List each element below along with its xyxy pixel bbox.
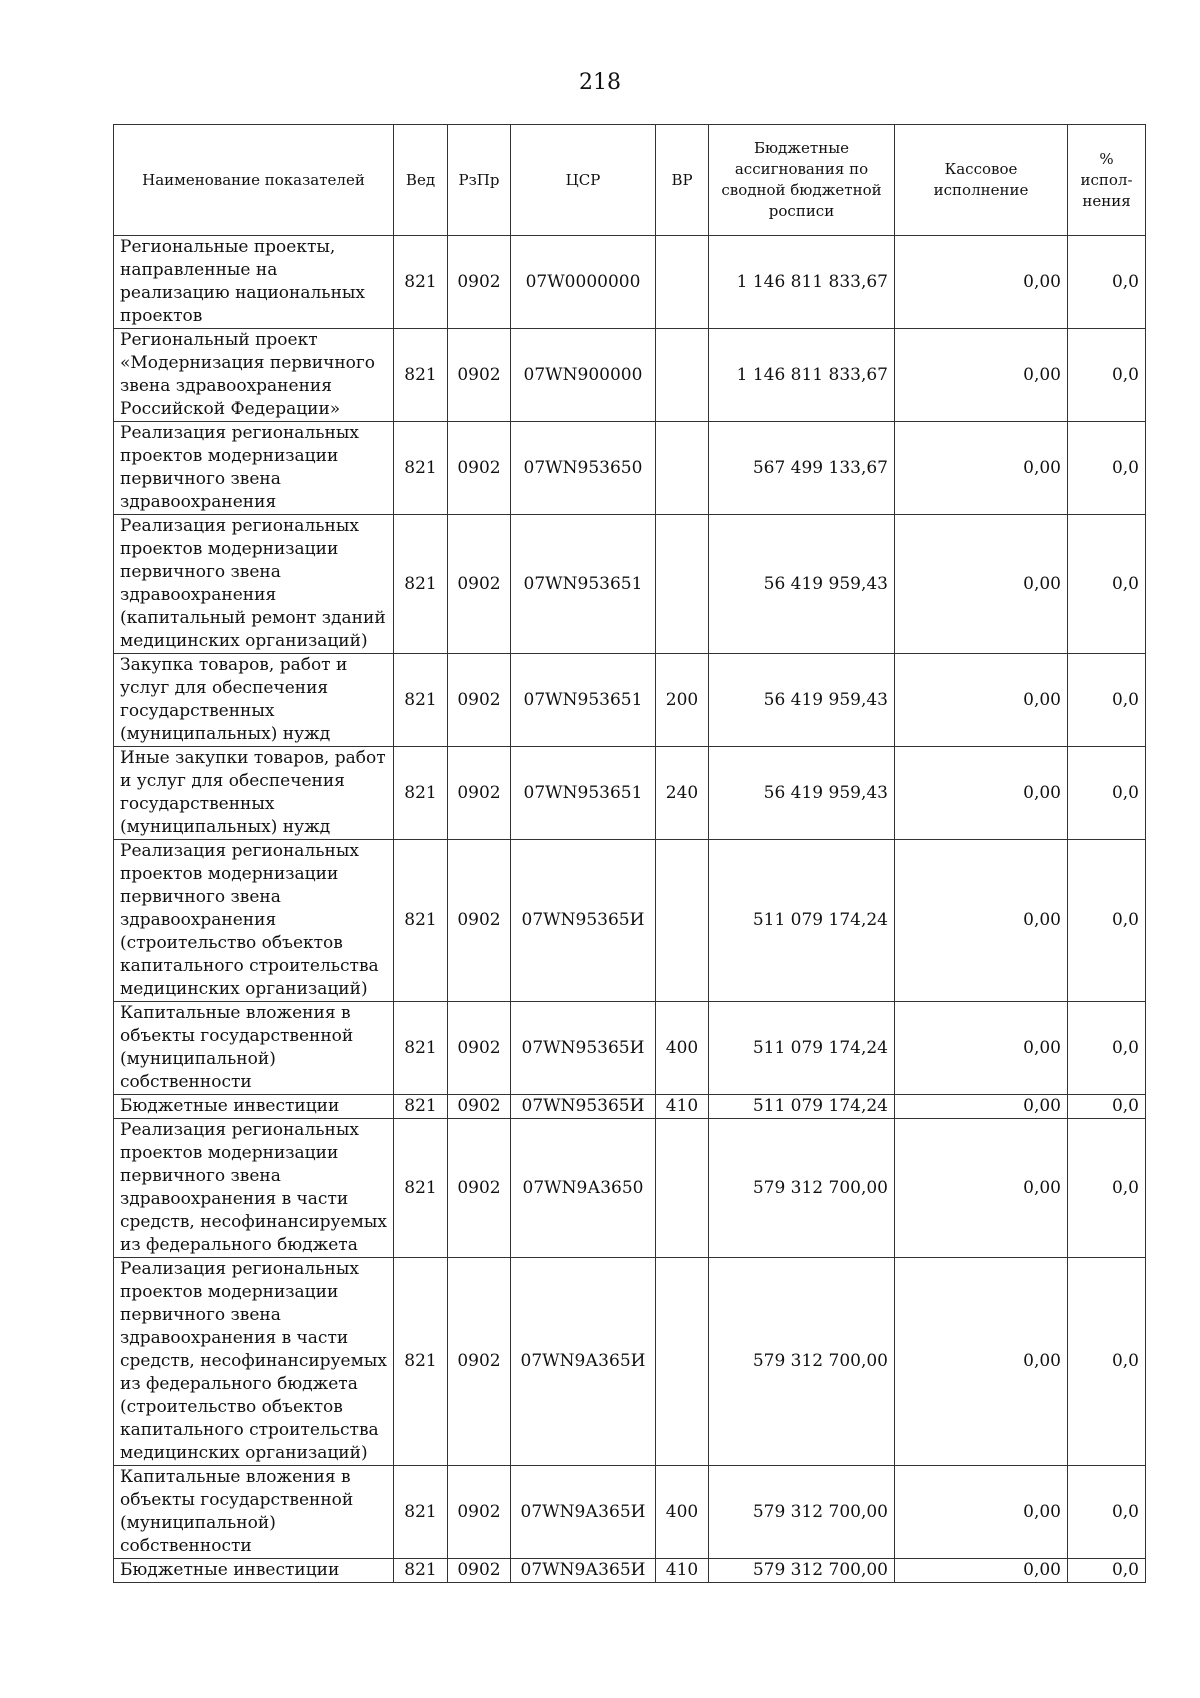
- cell-budget: 1 146 811 833,67: [709, 329, 895, 422]
- cell-rzpr: 0902: [448, 1095, 511, 1119]
- table-row: [114, 1095, 1146, 1119]
- cell-vr: [656, 1258, 709, 1466]
- table-row: [114, 422, 1146, 515]
- cell-rzpr: 0902: [448, 1119, 511, 1258]
- cell-rzpr: 0902: [448, 329, 511, 422]
- cell-cash: 0,00: [895, 1559, 1068, 1583]
- cell-pct: 0,0: [1068, 1466, 1146, 1559]
- cell-rzpr: 0902: [448, 1559, 511, 1583]
- cell-vr: [656, 515, 709, 654]
- cell-budget: 1 146 811 833,67: [709, 236, 895, 329]
- cell-rzpr: 0902: [448, 1466, 511, 1559]
- cell-csr: 07WN953650: [511, 422, 656, 515]
- cell-budget: 567 499 133,67: [709, 422, 895, 515]
- table-row: [114, 1258, 1146, 1466]
- cell-csr: 07WN9А365И: [511, 1466, 656, 1559]
- table-row: [114, 840, 1146, 1002]
- cell-cash: 0,00: [895, 1095, 1068, 1119]
- cell-cash: 0,00: [895, 236, 1068, 329]
- cell-vr: 410: [656, 1559, 709, 1583]
- budget-execution-table: [113, 124, 1146, 1583]
- cell-name: Бюджетные инвестиции: [114, 1559, 394, 1583]
- cell-pct: 0,0: [1068, 515, 1146, 654]
- page-number: 218: [579, 70, 621, 95]
- cell-csr: 07WN953651: [511, 515, 656, 654]
- header-pct: % испол-нения: [1068, 125, 1146, 236]
- table-row: [114, 1466, 1146, 1559]
- cell-vr: 400: [656, 1002, 709, 1095]
- cell-name: Региональные проекты, направленные на реализацию национальных проектов: [114, 236, 394, 329]
- cell-budget: 56 419 959,43: [709, 654, 895, 747]
- table-row: [114, 515, 1146, 654]
- cell-cash: 0,00: [895, 1466, 1068, 1559]
- cell-budget: 579 312 700,00: [709, 1559, 895, 1583]
- table-row: [114, 747, 1146, 840]
- cell-name: Капитальные вложения в объекты государственной (муниципальной) собственности: [114, 1466, 394, 1559]
- cell-cash: 0,00: [895, 1119, 1068, 1258]
- cell-ved: 821: [394, 1559, 448, 1583]
- header-cash: Кассовое исполнение: [895, 125, 1068, 236]
- cell-budget: 511 079 174,24: [709, 1095, 895, 1119]
- cell-rzpr: 0902: [448, 747, 511, 840]
- cell-cash: 0,00: [895, 654, 1068, 747]
- header-csr: ЦСР: [511, 125, 656, 236]
- cell-ved: 821: [394, 422, 448, 515]
- cell-vr: [656, 840, 709, 1002]
- cell-ved: 821: [394, 1466, 448, 1559]
- cell-name: Реализация региональных проектов модернизации первичного звена здравоохранения: [114, 422, 394, 515]
- header-ved: Вед: [394, 125, 448, 236]
- cell-csr: 07WN95365И: [511, 840, 656, 1002]
- table-row: [114, 1559, 1146, 1583]
- cell-ved: 821: [394, 840, 448, 1002]
- cell-pct: 0,0: [1068, 840, 1146, 1002]
- cell-budget: 579 312 700,00: [709, 1258, 895, 1466]
- table-row: [114, 1119, 1146, 1258]
- cell-csr: 07WN95365И: [511, 1095, 656, 1119]
- cell-name: Реализация региональных проектов модернизации первичного звена здравоохранения в части средств, несофинансируемых из федерального бюджета: [114, 1119, 394, 1258]
- cell-pct: 0,0: [1068, 1119, 1146, 1258]
- cell-name: Региональный проект «Модернизация первичного звена здравоохранения Российской Федерации»: [114, 329, 394, 422]
- cell-pct: 0,0: [1068, 654, 1146, 747]
- cell-ved: 821: [394, 1095, 448, 1119]
- cell-csr: 07WN953651: [511, 654, 656, 747]
- cell-budget: 579 312 700,00: [709, 1466, 895, 1559]
- table-row: [114, 654, 1146, 747]
- cell-vr: [656, 1119, 709, 1258]
- cell-name: Закупка товаров, работ и услуг для обеспечения государственных (муниципальных) нужд: [114, 654, 394, 747]
- cell-cash: 0,00: [895, 747, 1068, 840]
- cell-name: Реализация региональных проектов модернизации первичного звена здравоохранения (капитальный ремонт зданий медицинских организаций): [114, 515, 394, 654]
- cell-ved: 821: [394, 747, 448, 840]
- cell-csr: 07W0000000: [511, 236, 656, 329]
- header-name: Наименование показателей: [114, 125, 394, 236]
- cell-vr: [656, 422, 709, 515]
- cell-csr: 07WN9А3650: [511, 1119, 656, 1258]
- table-row: [114, 329, 1146, 422]
- cell-ved: 821: [394, 329, 448, 422]
- table-header-row: [114, 125, 1146, 236]
- cell-budget: 579 312 700,00: [709, 1119, 895, 1258]
- cell-cash: 0,00: [895, 515, 1068, 654]
- cell-pct: 0,0: [1068, 422, 1146, 515]
- cell-vr: [656, 329, 709, 422]
- cell-name: Иные закупки товаров, работ и услуг для обеспечения государственных (муниципальных) нужд: [114, 747, 394, 840]
- cell-ved: 821: [394, 515, 448, 654]
- cell-cash: 0,00: [895, 329, 1068, 422]
- cell-vr: [656, 236, 709, 329]
- cell-name: Капитальные вложения в объекты государственной (муниципальной) собственности: [114, 1002, 394, 1095]
- cell-rzpr: 0902: [448, 1258, 511, 1466]
- cell-pct: 0,0: [1068, 1258, 1146, 1466]
- cell-rzpr: 0902: [448, 840, 511, 1002]
- cell-vr: 410: [656, 1095, 709, 1119]
- cell-pct: 0,0: [1068, 1095, 1146, 1119]
- cell-vr: 240: [656, 747, 709, 840]
- cell-rzpr: 0902: [448, 1002, 511, 1095]
- cell-csr: 07WN9А365И: [511, 1559, 656, 1583]
- cell-rzpr: 0902: [448, 515, 511, 654]
- cell-rzpr: 0902: [448, 236, 511, 329]
- cell-ved: 821: [394, 654, 448, 747]
- cell-rzpr: 0902: [448, 422, 511, 515]
- cell-pct: 0,0: [1068, 329, 1146, 422]
- cell-name: Бюджетные инвестиции: [114, 1095, 394, 1119]
- cell-ved: 821: [394, 1002, 448, 1095]
- cell-ved: 821: [394, 1119, 448, 1258]
- cell-budget: 511 079 174,24: [709, 840, 895, 1002]
- header-budget: Бюджетные ассигнования по сводной бюджетной росписи: [709, 125, 895, 236]
- cell-ved: 821: [394, 236, 448, 329]
- cell-vr: 400: [656, 1466, 709, 1559]
- header-rzpr: РзПр: [448, 125, 511, 236]
- cell-pct: 0,0: [1068, 1559, 1146, 1583]
- cell-budget: 56 419 959,43: [709, 747, 895, 840]
- cell-pct: 0,0: [1068, 1002, 1146, 1095]
- cell-cash: 0,00: [895, 1258, 1068, 1466]
- cell-csr: 07WN95365И: [511, 1002, 656, 1095]
- cell-budget: 56 419 959,43: [709, 515, 895, 654]
- table-row: [114, 1002, 1146, 1095]
- cell-pct: 0,0: [1068, 236, 1146, 329]
- cell-csr: 07WN9А365И: [511, 1258, 656, 1466]
- cell-name: Реализация региональных проектов модернизации первичного звена здравоохранения в части средств, несофинансируемых из федерального бюджета (строительство объектов капитального строительства медицинских организаций): [114, 1258, 394, 1466]
- cell-cash: 0,00: [895, 840, 1068, 1002]
- cell-budget: 511 079 174,24: [709, 1002, 895, 1095]
- cell-rzpr: 0902: [448, 654, 511, 747]
- cell-cash: 0,00: [895, 1002, 1068, 1095]
- cell-csr: 07WN953651: [511, 747, 656, 840]
- cell-vr: 200: [656, 654, 709, 747]
- cell-pct: 0,0: [1068, 747, 1146, 840]
- cell-cash: 0,00: [895, 422, 1068, 515]
- cell-name: Реализация региональных проектов модернизации первичного звена здравоохранения (строительство объектов капитального строительства медицинских организаций): [114, 840, 394, 1002]
- header-vr: ВР: [656, 125, 709, 236]
- table-row: [114, 236, 1146, 329]
- cell-csr: 07WN900000: [511, 329, 656, 422]
- cell-ved: 821: [394, 1258, 448, 1466]
